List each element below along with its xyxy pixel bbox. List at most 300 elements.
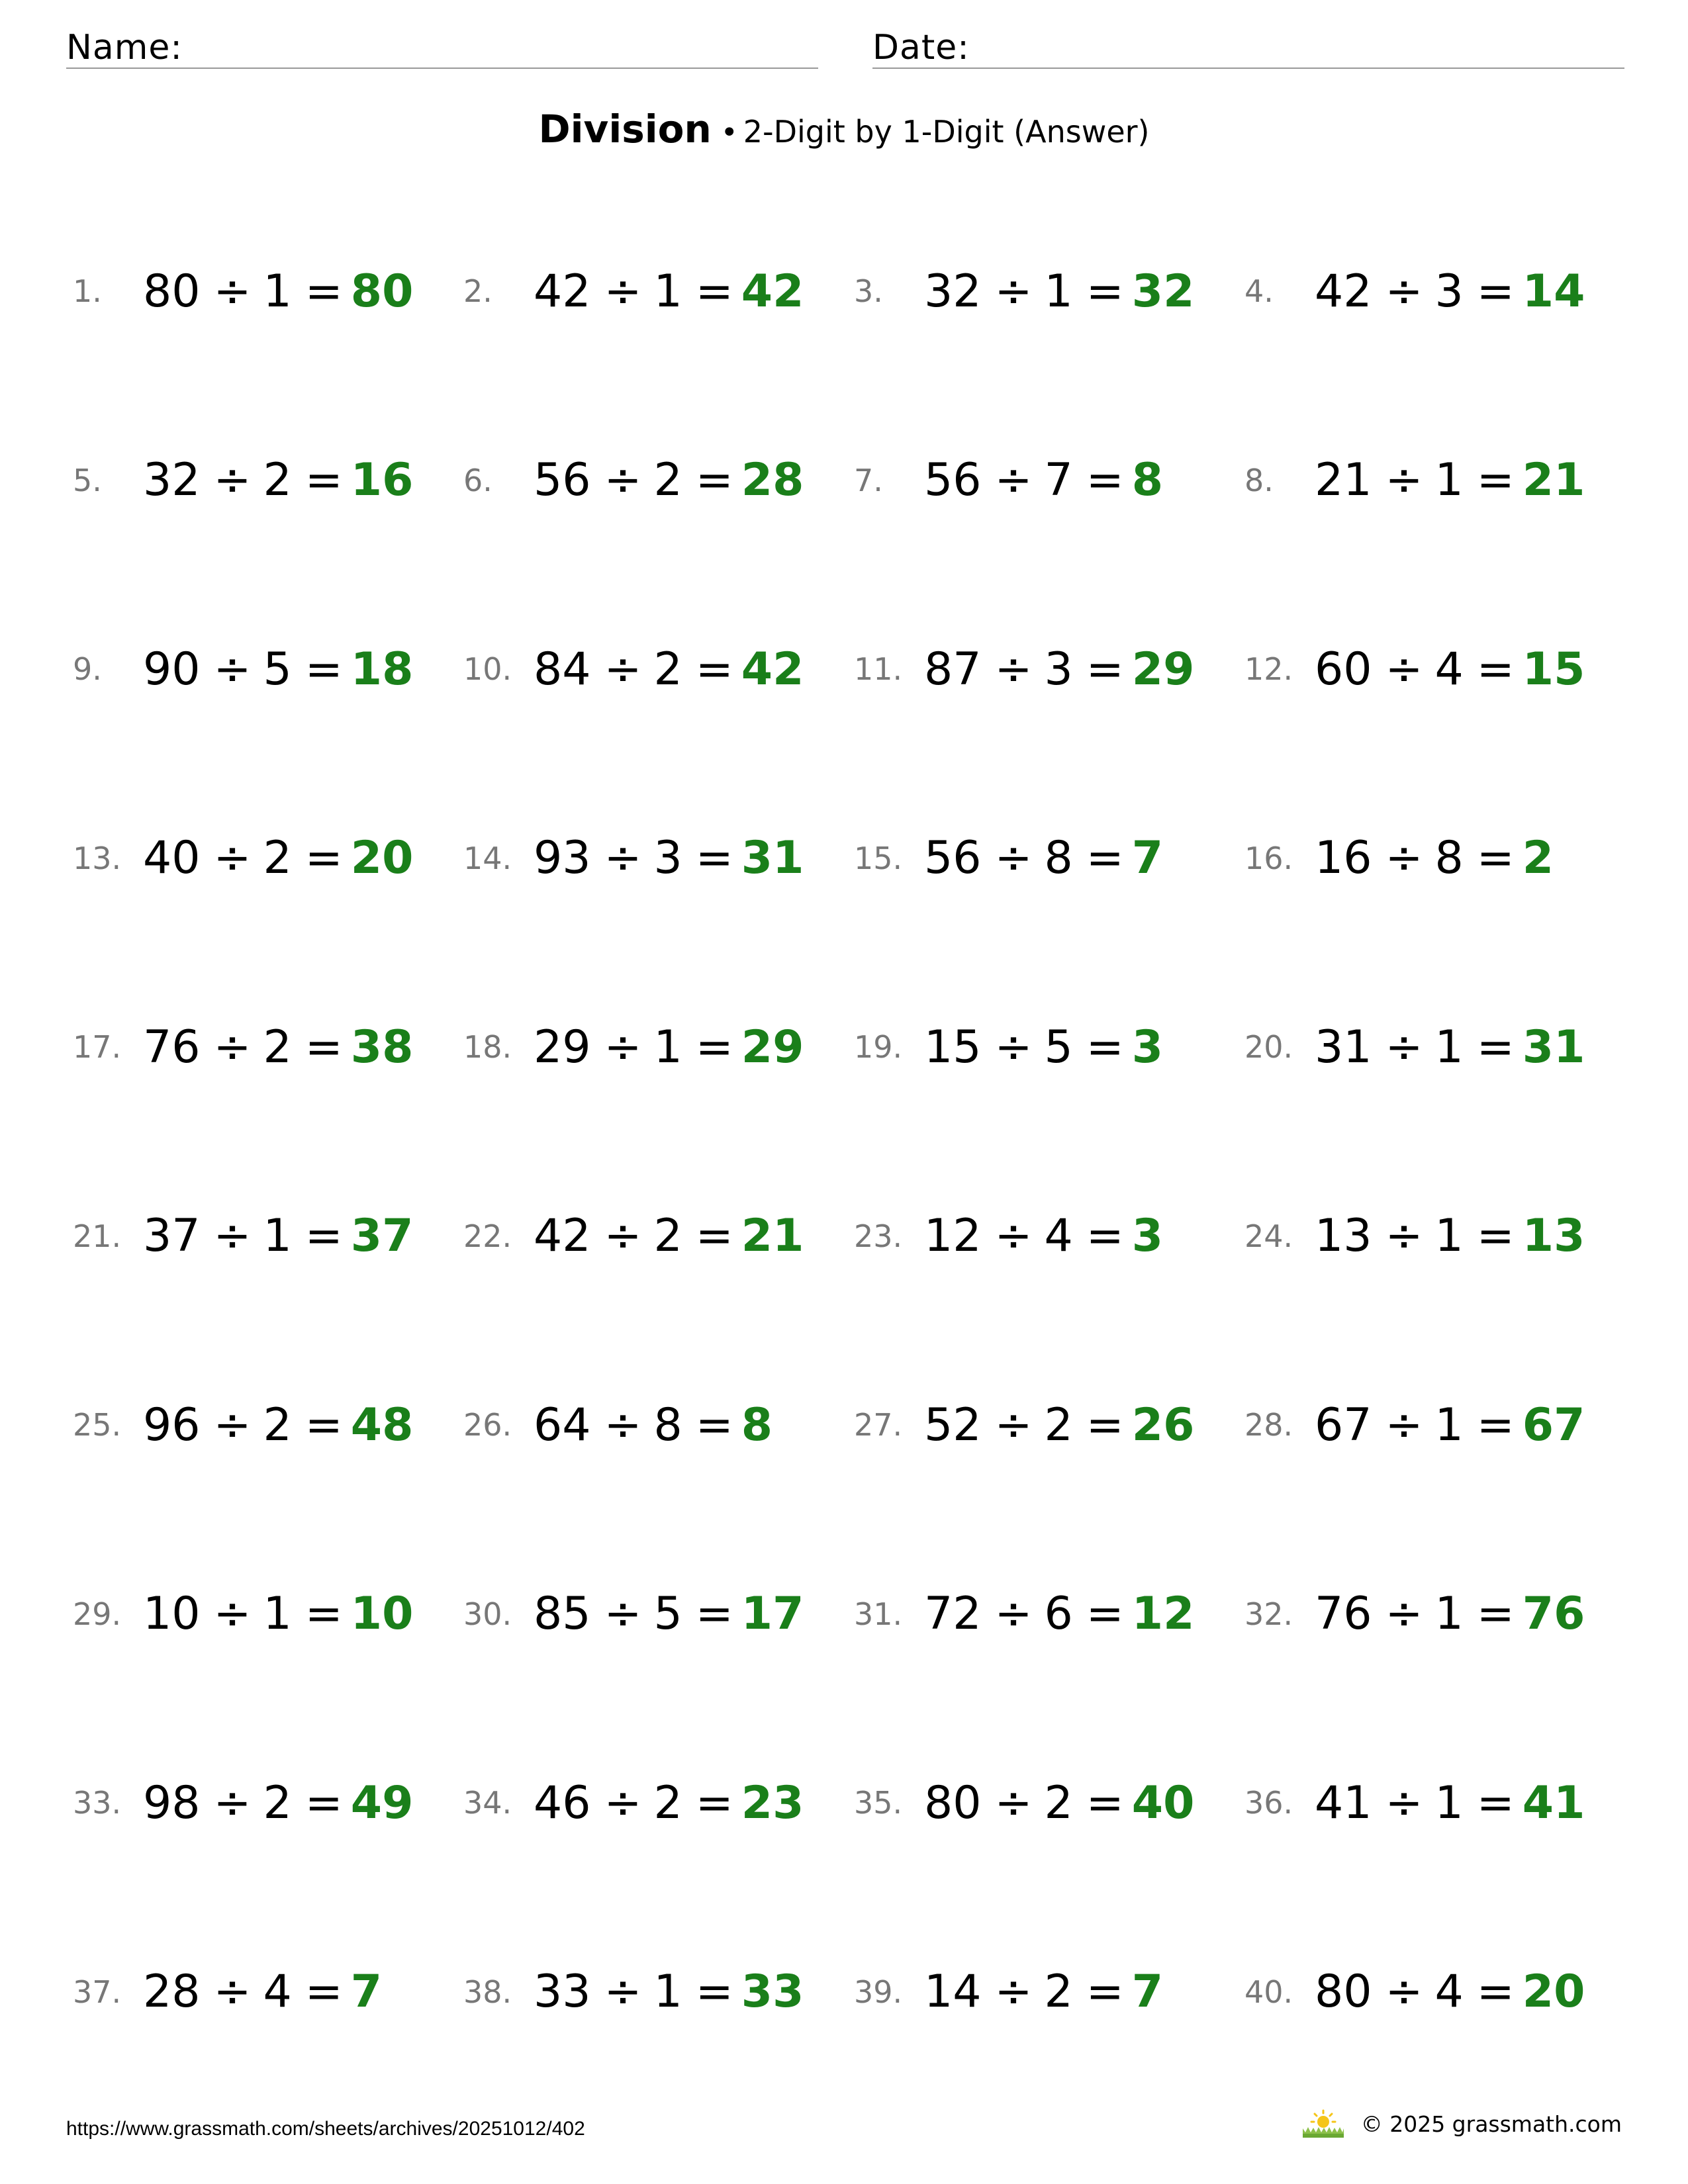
dividend: 80 [1315, 1966, 1372, 2018]
equals-sign: = [305, 1776, 343, 1829]
division-sign: ÷ [1385, 1588, 1423, 1640]
divisor: 2 [653, 454, 682, 506]
divisor: 5 [263, 643, 292, 696]
answer: 7 [1131, 832, 1164, 884]
problem-number: 11. [854, 651, 903, 687]
division-sign: ÷ [1385, 1966, 1423, 2018]
answer: 17 [741, 1588, 804, 1640]
problem-item [1244, 444, 1635, 517]
problem-number: 16. [1244, 840, 1293, 876]
dividend: 90 [143, 643, 201, 696]
division-sign: ÷ [213, 1966, 252, 2018]
equals-sign: = [1086, 454, 1124, 506]
problem-number: 34. [463, 1785, 512, 1821]
dividend: 98 [143, 1776, 201, 1829]
problem-expression [143, 643, 351, 696]
problem-expression [143, 832, 351, 884]
divisor: 2 [263, 832, 292, 884]
dividend: 87 [924, 643, 982, 696]
problem-item [73, 633, 463, 705]
answer: 49 [350, 1776, 414, 1829]
equals-sign: = [305, 1966, 343, 2018]
equals-sign: = [1086, 1398, 1124, 1451]
answer: 10 [350, 1588, 414, 1640]
division-sign: ÷ [994, 1776, 1033, 1829]
division-sign: ÷ [994, 265, 1033, 318]
problem-expression [1315, 454, 1523, 506]
divisor: 2 [1044, 1398, 1073, 1451]
answer: 8 [1131, 454, 1164, 506]
dividend: 76 [1315, 1588, 1372, 1640]
dividend: 42 [1315, 265, 1372, 318]
answer: 8 [741, 1398, 773, 1451]
division-sign: ÷ [604, 454, 642, 506]
problem-item [73, 1200, 463, 1273]
divisor: 8 [1434, 832, 1464, 884]
divisor: 2 [1044, 1776, 1073, 1829]
problem-expression [534, 1588, 741, 1640]
equals-sign: = [695, 1588, 733, 1640]
division-sign: ÷ [994, 1398, 1033, 1451]
problem-number: 10. [463, 651, 512, 687]
equals-sign: = [695, 265, 733, 318]
problem-number: 14. [463, 840, 512, 876]
divisor: 1 [1434, 1776, 1464, 1829]
problem-number: 4. [1244, 273, 1274, 309]
division-sign: ÷ [213, 265, 252, 318]
divisor: 8 [1044, 832, 1073, 884]
dividend: 85 [534, 1588, 591, 1640]
dividend: 21 [1315, 454, 1372, 506]
divisor: 2 [263, 1398, 292, 1451]
problem-number: 15. [854, 840, 903, 876]
problem-number: 38. [463, 1974, 512, 2010]
division-sign: ÷ [604, 1588, 642, 1640]
problem-item [854, 255, 1244, 328]
problem-expression [924, 1210, 1132, 1262]
divisor: 2 [263, 1021, 292, 1073]
problem-number: 27. [854, 1407, 903, 1443]
problem-number: 2. [463, 273, 492, 309]
problem-expression [1315, 1588, 1523, 1640]
dividend: 12 [924, 1210, 982, 1262]
problem-expression [924, 643, 1132, 696]
division-sign: ÷ [213, 1210, 252, 1262]
problem-number: 1. [73, 273, 102, 309]
problem-expression [143, 1399, 351, 1451]
problem-number: 26. [463, 1407, 512, 1443]
equals-sign: = [1476, 1588, 1515, 1640]
equals-sign: = [1086, 1776, 1124, 1829]
answer: 48 [350, 1398, 414, 1451]
problem-item [463, 822, 854, 895]
equals-sign: = [695, 1398, 733, 1451]
division-sign: ÷ [213, 832, 252, 884]
divisor: 5 [653, 1588, 682, 1640]
equals-sign: = [1086, 265, 1124, 318]
dividend: 56 [924, 832, 982, 884]
dividend: 46 [534, 1776, 591, 1829]
problem-item [463, 633, 854, 705]
problem-item [1244, 1956, 1635, 2028]
divisor: 3 [1044, 643, 1073, 696]
problem-expression [534, 1210, 741, 1262]
dividend: 42 [534, 1210, 591, 1262]
problem-item [463, 1200, 854, 1273]
problem-expression [534, 832, 741, 884]
problem-number: 39. [854, 1974, 903, 2010]
problem-item [73, 444, 463, 517]
equals-sign: = [305, 1210, 343, 1262]
dividend: 37 [143, 1210, 201, 1262]
divisor: 3 [1434, 265, 1464, 318]
problem-item [1244, 1200, 1635, 1273]
division-sign: ÷ [994, 1210, 1033, 1262]
division-sign: ÷ [213, 454, 252, 506]
answer: 29 [741, 1021, 804, 1073]
equals-sign: = [305, 1021, 343, 1073]
problem-expression [1315, 1777, 1523, 1829]
problem-number: 13. [73, 840, 122, 876]
problem-expression [143, 1210, 351, 1262]
equals-sign: = [695, 1021, 733, 1073]
problem-expression [534, 1777, 741, 1829]
problem-number: 12. [1244, 651, 1293, 687]
problem-number: 24. [1244, 1218, 1293, 1254]
equals-sign: = [695, 1966, 733, 2018]
dividend: 31 [1315, 1021, 1372, 1073]
division-sign: ÷ [1385, 1210, 1423, 1262]
divisor: 1 [1434, 1021, 1464, 1073]
problem-number: 22. [463, 1218, 512, 1254]
equals-sign: = [1476, 1210, 1515, 1262]
problem-grid [73, 255, 1635, 2018]
problem-item [73, 1388, 463, 1461]
problem-number: 18. [463, 1029, 512, 1065]
division-sign: ÷ [994, 1021, 1033, 1073]
answer: 7 [1131, 1966, 1164, 2018]
problem-item [73, 822, 463, 895]
problem-expression [534, 1966, 741, 2018]
problem-item [1244, 822, 1635, 895]
answer: 67 [1522, 1398, 1585, 1451]
answer: 20 [1522, 1966, 1585, 2018]
equals-sign: = [305, 832, 343, 884]
footer-brand [1300, 2109, 1622, 2139]
problem-expression [924, 454, 1132, 506]
divisor: 1 [263, 265, 292, 318]
dividend: 72 [924, 1588, 982, 1640]
problem-item [854, 822, 1244, 895]
problem-expression [924, 832, 1132, 884]
divisor: 4 [1434, 1966, 1464, 2018]
title-subtitle: 2-Digit by 1-Digit (Answer) [743, 114, 1150, 150]
title-separator: • [720, 116, 738, 150]
problem-item [73, 1011, 463, 1083]
equals-sign: = [305, 1398, 343, 1451]
answer: 31 [741, 832, 804, 884]
answer: 15 [1522, 643, 1585, 696]
divisor: 2 [1044, 1966, 1073, 2018]
division-sign: ÷ [994, 454, 1033, 506]
equals-sign: = [695, 1210, 733, 1262]
problem-item [854, 1578, 1244, 1651]
problem-item [1244, 1388, 1635, 1461]
dividend: 84 [534, 643, 591, 696]
divisor: 1 [1044, 265, 1073, 318]
problem-item [854, 1766, 1244, 1839]
footer-copyright: © 2025 grassmath.com [1360, 2111, 1622, 2137]
answer: 23 [741, 1776, 804, 1829]
division-sign: ÷ [1385, 1776, 1423, 1829]
problem-number: 3. [854, 273, 883, 309]
dividend: 64 [534, 1398, 591, 1451]
problem-number: 20. [1244, 1029, 1293, 1065]
answer: 28 [741, 454, 804, 506]
equals-sign: = [1086, 1210, 1124, 1262]
problem-number: 32. [1244, 1596, 1293, 1632]
equals-sign: = [1476, 1398, 1515, 1451]
divisor: 1 [1434, 1210, 1464, 1262]
problem-expression [534, 643, 741, 696]
problem-expression [143, 1777, 351, 1829]
dividend: 13 [1315, 1210, 1372, 1262]
dividend: 80 [924, 1776, 982, 1829]
division-sign: ÷ [604, 1966, 642, 2018]
answer: 14 [1522, 265, 1585, 318]
division-sign: ÷ [1385, 832, 1423, 884]
problem-expression [924, 1588, 1132, 1640]
equals-sign: = [695, 1776, 733, 1829]
equals-sign: = [1476, 832, 1515, 884]
answer: 12 [1131, 1588, 1195, 1640]
division-sign: ÷ [1385, 454, 1423, 506]
dividend: 56 [924, 454, 982, 506]
division-sign: ÷ [604, 832, 642, 884]
date-field[interactable] [872, 26, 1624, 69]
dividend: 96 [143, 1398, 201, 1451]
equals-sign: = [305, 643, 343, 696]
answer: 38 [350, 1021, 414, 1073]
problem-item [73, 1766, 463, 1839]
dividend: 32 [924, 265, 982, 318]
problem-expression [924, 1021, 1132, 1073]
answer: 37 [350, 1210, 414, 1262]
problem-number: 8. [1244, 462, 1274, 498]
divisor: 4 [1434, 643, 1464, 696]
dividend: 41 [1315, 1776, 1372, 1829]
dividend: 40 [143, 832, 201, 884]
problem-number: 33. [73, 1785, 122, 1821]
division-sign: ÷ [1385, 1398, 1423, 1451]
equals-sign: = [1086, 1021, 1124, 1073]
divisor: 2 [653, 1210, 682, 1262]
equals-sign: = [695, 643, 733, 696]
problem-expression [143, 1021, 351, 1073]
problem-number: 7. [854, 462, 883, 498]
equals-sign: = [1476, 265, 1515, 318]
problem-number: 37. [73, 1974, 122, 2010]
divisor: 4 [1044, 1210, 1073, 1262]
problem-number: 29. [73, 1596, 122, 1632]
answer: 32 [1131, 265, 1195, 318]
division-sign: ÷ [1385, 1021, 1423, 1073]
equals-sign: = [1476, 1966, 1515, 2018]
problem-item [854, 444, 1244, 517]
division-sign: ÷ [604, 1210, 642, 1262]
division-sign: ÷ [994, 1966, 1033, 2018]
answer: 29 [1131, 643, 1195, 696]
problem-item [463, 1011, 854, 1083]
divisor: 1 [1434, 454, 1464, 506]
answer: 3 [1131, 1210, 1164, 1262]
answer: 21 [741, 1210, 804, 1262]
division-sign: ÷ [213, 1021, 252, 1073]
problem-item [463, 1388, 854, 1461]
divisor: 5 [1044, 1021, 1073, 1073]
division-sign: ÷ [994, 643, 1033, 696]
dividend: 28 [143, 1966, 201, 2018]
footer-url: https://www.grassmath.com/sheets/archives/20251012/402 [66, 2118, 585, 2140]
answer: 40 [1131, 1776, 1195, 1829]
answer: 80 [350, 265, 414, 318]
problem-item [73, 1956, 463, 2028]
division-sign: ÷ [604, 265, 642, 318]
equals-sign: = [1086, 1966, 1124, 2018]
dividend: 52 [924, 1398, 982, 1451]
dividend: 67 [1315, 1398, 1372, 1451]
equals-sign: = [1086, 832, 1124, 884]
answer: 42 [741, 265, 804, 318]
date-label: Date: [872, 28, 970, 68]
problem-item [854, 1388, 1244, 1461]
problem-expression [143, 1588, 351, 1640]
divisor: 1 [1434, 1398, 1464, 1451]
dividend: 14 [924, 1966, 982, 2018]
division-sign: ÷ [604, 643, 642, 696]
title-main: Division [538, 107, 712, 152]
problem-number: 17. [73, 1029, 122, 1065]
problem-item [463, 1766, 854, 1839]
answer: 21 [1522, 454, 1585, 506]
divisor: 1 [1434, 1588, 1464, 1640]
problem-item [1244, 1011, 1635, 1083]
equals-sign: = [305, 265, 343, 318]
divisor: 1 [263, 1588, 292, 1640]
problem-number: 9. [73, 651, 102, 687]
dividend: 33 [534, 1966, 591, 2018]
division-sign: ÷ [994, 1588, 1033, 1640]
dividend: 56 [534, 454, 591, 506]
problem-number: 28. [1244, 1407, 1293, 1443]
problem-item [463, 444, 854, 517]
problem-number: 21. [73, 1218, 122, 1254]
problem-number: 23. [854, 1218, 903, 1254]
problem-item [1244, 1578, 1635, 1651]
problem-item [463, 255, 854, 328]
division-sign: ÷ [604, 1021, 642, 1073]
problem-expression [143, 1966, 351, 2018]
answer: 2 [1522, 832, 1554, 884]
dividend: 93 [534, 832, 591, 884]
problem-number: 30. [463, 1596, 512, 1632]
divisor: 1 [653, 1966, 682, 2018]
problem-expression [534, 1399, 741, 1451]
dividend: 60 [1315, 643, 1372, 696]
problem-item [73, 1578, 463, 1651]
equals-sign: = [1476, 454, 1515, 506]
problem-item [1244, 1766, 1635, 1839]
equals-sign: = [1476, 643, 1515, 696]
problem-number: 40. [1244, 1974, 1293, 2010]
dividend: 76 [143, 1021, 201, 1073]
problem-expression [924, 1399, 1132, 1451]
answer: 3 [1131, 1021, 1164, 1073]
problem-item [854, 1956, 1244, 2028]
dividend: 10 [143, 1588, 201, 1640]
equals-sign: = [695, 832, 733, 884]
equals-sign: = [695, 454, 733, 506]
problem-number: 25. [73, 1407, 122, 1443]
divisor: 2 [263, 454, 292, 506]
problem-item [854, 1011, 1244, 1083]
problem-item [463, 1578, 854, 1651]
name-field[interactable] [66, 26, 818, 69]
answer: 26 [1131, 1398, 1195, 1451]
name-label: Name: [66, 28, 183, 68]
answer: 20 [350, 832, 414, 884]
equals-sign: = [1476, 1021, 1515, 1073]
problem-item [854, 633, 1244, 705]
problem-item [854, 1200, 1244, 1273]
divisor: 8 [653, 1398, 682, 1451]
division-sign: ÷ [1385, 643, 1423, 696]
equals-sign: = [1086, 1588, 1124, 1640]
problem-expression [924, 1966, 1132, 2018]
problem-number: 5. [73, 462, 102, 498]
problem-expression [534, 265, 741, 318]
division-sign: ÷ [994, 832, 1033, 884]
equals-sign: = [1476, 1776, 1515, 1829]
problem-number: 6. [463, 462, 492, 498]
dividend: 16 [1315, 832, 1372, 884]
problem-expression [143, 454, 351, 506]
equals-sign: = [305, 454, 343, 506]
problem-number: 36. [1244, 1785, 1293, 1821]
problem-expression [1315, 1399, 1523, 1451]
division-sign: ÷ [213, 643, 252, 696]
problem-number: 35. [854, 1785, 903, 1821]
division-sign: ÷ [1385, 265, 1423, 318]
dividend: 29 [534, 1021, 591, 1073]
problem-item [463, 1956, 854, 2028]
equals-sign: = [1086, 643, 1124, 696]
problem-expression [1315, 265, 1523, 318]
problem-expression [1315, 1210, 1523, 1262]
problem-number: 19. [854, 1029, 903, 1065]
answer: 18 [350, 643, 414, 696]
answer: 13 [1522, 1210, 1585, 1262]
divisor: 3 [653, 832, 682, 884]
worksheet-title [0, 106, 1688, 156]
problem-item [1244, 255, 1635, 328]
problem-expression [1315, 1021, 1523, 1073]
answer: 16 [350, 454, 414, 506]
problem-expression [1315, 1966, 1523, 2018]
problem-expression [1315, 643, 1523, 696]
dividend: 42 [534, 265, 591, 318]
divisor: 2 [653, 1776, 682, 1829]
